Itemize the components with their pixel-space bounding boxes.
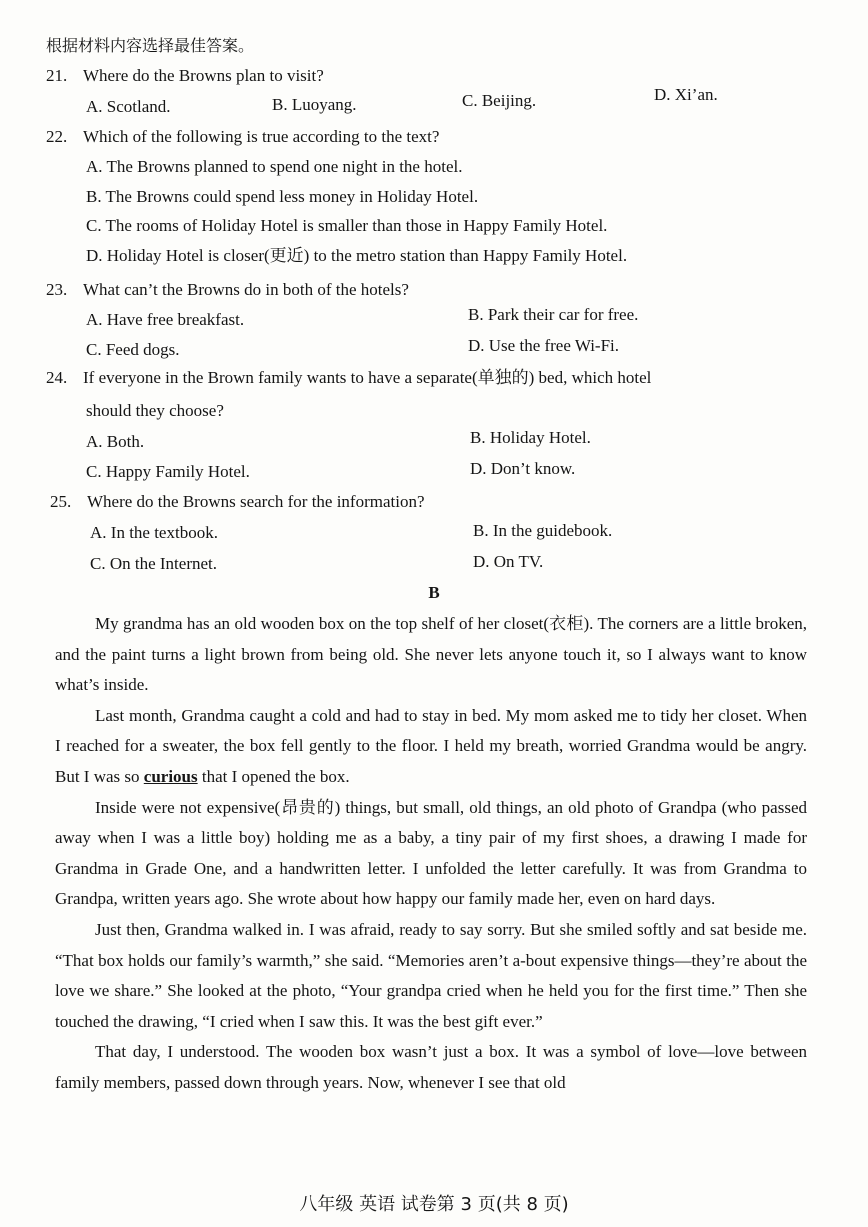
question-text: Which of the following is true according to the text? xyxy=(83,127,440,146)
question-21 xyxy=(46,65,324,87)
option-24-c: C. Happy Family Hotel. xyxy=(86,462,250,481)
option-21-a: A. Scotland. xyxy=(86,97,171,116)
question-text: What can’t the Browns do in both of the hotels? xyxy=(83,280,409,299)
passage-paragraph-1: My grandma has an old wooden box on the top shelf of her closet(衣柜). The corners are a little broken, and the paint turns a light brown from being old. She never lets anyone touch it, so I always want to know what’s inside. xyxy=(55,614,807,695)
question-25 xyxy=(50,491,425,513)
reading-passage xyxy=(55,609,807,1099)
question-number: 22. xyxy=(46,127,68,146)
question-24 xyxy=(46,367,651,389)
option-21-b: B. Luoyang. xyxy=(272,95,357,114)
passage-text: that I opened the box. xyxy=(197,766,350,786)
option-24-a: A. Both. xyxy=(86,432,145,451)
highlighted-word: curious xyxy=(143,766,198,786)
question-number: 25. xyxy=(50,492,72,511)
passage-paragraph-3: Inside were not expensive(昂贵的) things, but small, old things, an old photo of Grandpa (who passed away when I was a little boy) holding me as a baby, a tiny pair of my first shoes, a drawing I made for Grandma in Grade One, and a handwritten letter. I unfolded the letter carefully. It was from Grandma to Grandpa, written years ago. She wrote about how happy our family made her, even on hard days. xyxy=(55,797,807,909)
option-23-a: A. Have free breakfast. xyxy=(86,310,245,329)
passage-paragraph-4: Just then, Grandma walked in. I was afraid, ready to say sorry. But she smiled softly and sat beside me. “That box holds our family’s warmth,” she said. “Memories aren’t a-bout expensive things—they’re about the love we share.” She looked at the photo, “Your grandpa cried when he held you for the first time.” Then she touched the drawing, “I cried when I saw this. It was the best gift ever.” xyxy=(55,919,807,1031)
question-number: 23. xyxy=(46,280,68,299)
option-25-a: A. In the textbook. xyxy=(90,523,218,542)
question-text: Where do the Browns search for the information? xyxy=(87,492,425,511)
passage-text: Last month, Grandma caught a cold and had to stay in bed. My mom asked me to tidy her closet. When I reached for a sweater, the box fell gently to the floor. I held my breath, worried Grandma would be angry. But I was so xyxy=(55,705,807,786)
question-number: 21. xyxy=(46,66,68,85)
option-21-d: D. Xi’an. xyxy=(654,85,718,104)
question-22 xyxy=(46,126,439,148)
page-footer: 八年级 英语 试卷第 3 页(共 8 页) xyxy=(299,1194,569,1215)
option-23-d: D. Use the free Wi-Fi. xyxy=(468,336,620,355)
question-23 xyxy=(46,279,409,301)
option-25-c: C. On the Internet. xyxy=(90,554,217,573)
option-22-b: B. The Browns could spend less money in Holiday Hotel. xyxy=(86,187,479,206)
option-24-d: D. Don’t know. xyxy=(470,459,576,478)
question-text: Where do the Browns plan to visit? xyxy=(83,66,324,85)
option-25-b: B. In the guidebook. xyxy=(473,521,613,540)
question-text: If everyone in the Brown family wants to have a separate(单独的) bed, which hotel xyxy=(83,368,652,387)
option-21-c: C. Beijing. xyxy=(462,91,537,110)
option-22-a: A. The Browns planned to spend one night in the hotel. xyxy=(86,157,463,176)
instruction: 根据材料内容选择最佳答案。 xyxy=(46,36,255,55)
option-23-b: B. Park their car for free. xyxy=(468,305,639,324)
option-23-c: C. Feed dogs. xyxy=(86,340,180,359)
option-22-c: C. The rooms of Holiday Hotel is smaller than those in Happy Family Hotel. xyxy=(86,216,608,235)
question-24-continued: should they choose? xyxy=(86,401,224,420)
option-25-d: D. On TV. xyxy=(473,552,544,571)
option-24-b: B. Holiday Hotel. xyxy=(470,428,591,447)
passage-paragraph-2 xyxy=(55,701,807,793)
option-22-d: D. Holiday Hotel is closer(更近) to the metro station than Happy Family Hotel. xyxy=(86,246,628,265)
passage-paragraph-5: That day, I understood. The wooden box wasn’t just a box. It was a symbol of love—love between family members, passed down through years. Now, whenever I see that old xyxy=(55,1042,807,1092)
section-heading-b: B xyxy=(428,583,440,602)
question-number: 24. xyxy=(46,368,68,387)
